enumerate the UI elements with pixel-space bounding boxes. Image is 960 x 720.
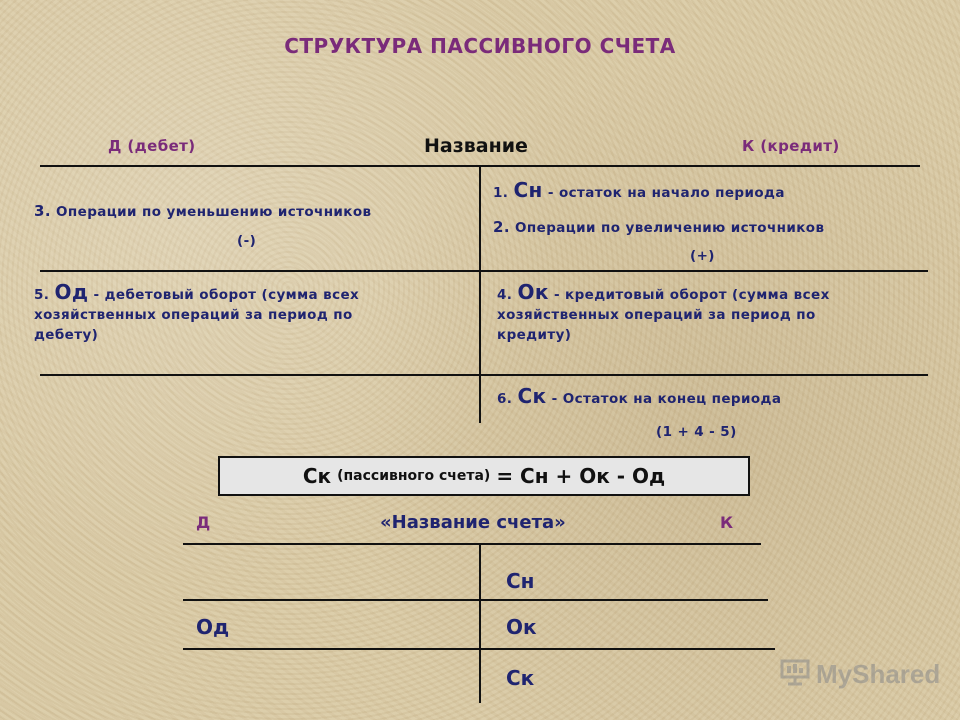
formula-lhs: Ск [302, 464, 332, 488]
credit-turnover-key: Ок [517, 280, 549, 304]
formula-note: (пассивного счета) [337, 468, 491, 484]
small-sn: Сн [506, 569, 535, 593]
small-account-name: «Название счета» [380, 512, 566, 533]
small-t-line-3 [183, 648, 775, 650]
debit-ops-num: 3. [34, 202, 51, 220]
debit-turnover-line3: дебету) [34, 327, 99, 343]
t-account-divider [479, 165, 481, 423]
end-balance-text: - Остаток на конец периода [551, 391, 782, 407]
small-sk: Ск [506, 666, 535, 690]
t-account-bottom-line [40, 374, 928, 376]
small-ok: Ок [506, 615, 537, 639]
credit-turnover-line2: хозяйственных операций за период по [497, 307, 816, 323]
credit-ops-line [493, 218, 824, 236]
end-balance-formula: (1 + 4 - 5) [656, 424, 737, 440]
credit-turnover-block [497, 282, 927, 345]
credit-start-num: 1. [493, 185, 509, 201]
credit-turnover-line3: кредиту) [497, 327, 572, 343]
page-title: СТРУКТУРА ПАССИВНОГО СЧЕТА [284, 34, 676, 58]
account-name-label: Название [424, 135, 528, 157]
small-debit-label: Д [196, 513, 211, 532]
credit-start-line [493, 178, 785, 202]
watermark-text: MyShared [816, 658, 941, 689]
small-od: Од [196, 615, 230, 639]
debit-ops-label: Операции по уменьшению источников [56, 204, 372, 220]
formula-box [218, 456, 750, 496]
debit-turnover-line2: хозяйственных операций за период по [34, 307, 353, 323]
credit-ops-sign: (+) [690, 248, 715, 264]
debit-ops-text [34, 202, 371, 220]
small-t-line-2 [183, 599, 768, 601]
presentation-icon [780, 658, 810, 690]
debit-ops-sign: (-) [237, 233, 257, 249]
debit-turnover-key: Од [54, 280, 89, 304]
t-account-middle-line [40, 270, 928, 272]
debit-turnover-num: 5. [34, 287, 50, 303]
debit-turnover-block [34, 282, 464, 345]
small-t-divider [479, 543, 481, 703]
debit-label: Д (дебет) [108, 137, 196, 155]
watermark [780, 658, 940, 690]
credit-start-key: Сн [513, 178, 543, 202]
credit-label: К (кредит) [742, 137, 840, 155]
formula-rhs: = Сн + Ок - Од [496, 464, 666, 488]
credit-turnover-num: 4. [497, 287, 513, 303]
small-credit-label: К [720, 513, 734, 532]
small-t-top-line [183, 543, 761, 545]
end-balance-line [497, 384, 781, 408]
credit-turnover-line1: - кредитовый оборот (сумма всех [553, 287, 830, 303]
debit-turnover-line1: - дебетовый оборот (сумма всех [93, 287, 360, 303]
credit-ops-text: Операции по увеличению источников [515, 220, 825, 236]
credit-start-text: - остаток на начало периода [547, 185, 785, 201]
credit-ops-num: 2. [493, 218, 510, 236]
end-balance-key: Ск [517, 384, 547, 408]
end-balance-num: 6. [497, 391, 513, 407]
